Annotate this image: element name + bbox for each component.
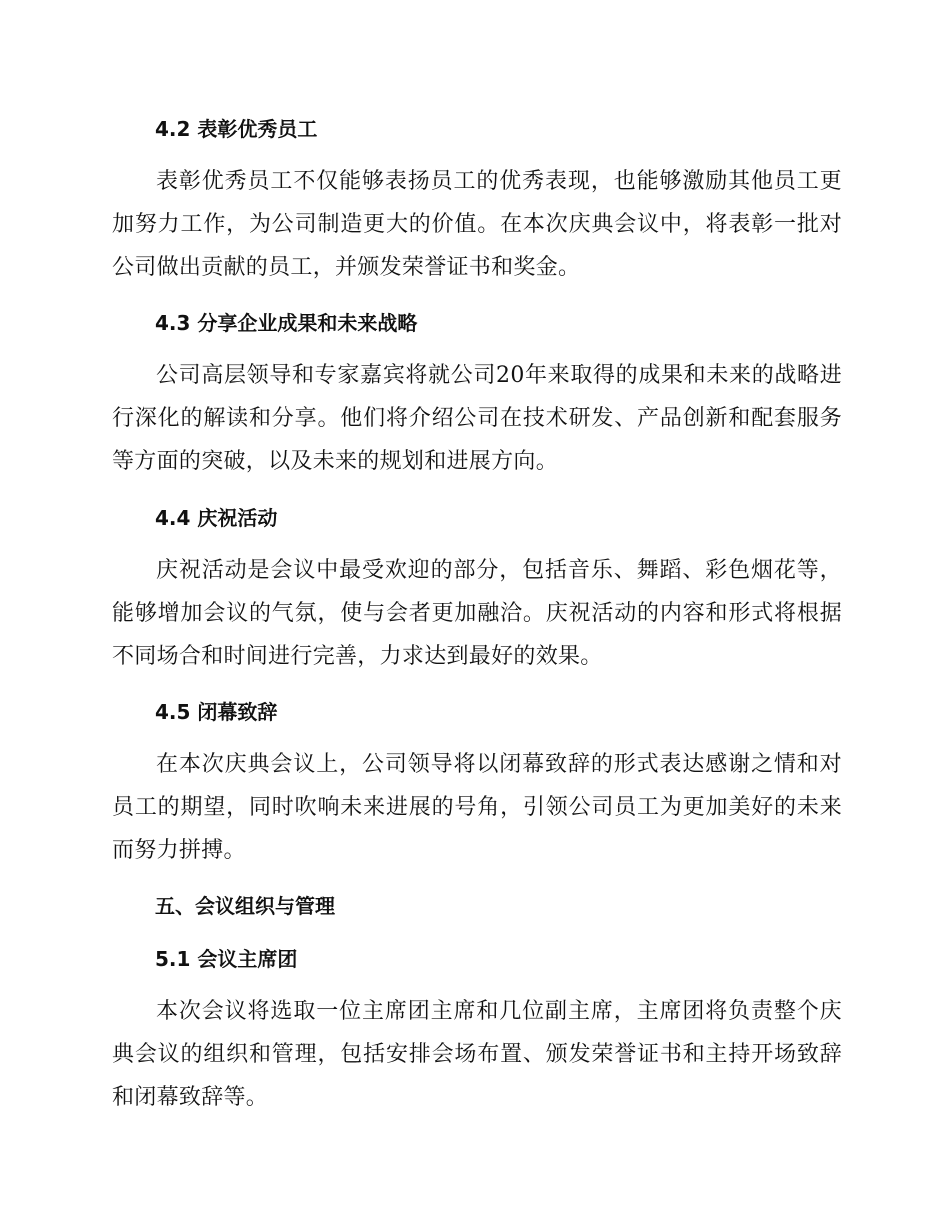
section-paragraph-4-5: 在本次庆典会议上，公司领导将以闭幕致辞的形式表达感谢之情和对员工的期望，同时吹响未来进展的号角，引领公司员工为更加美好的未来而努力拼搏。 bbox=[112, 752, 842, 863]
section-heading-5-1: 5.1 会议主席团 bbox=[155, 947, 298, 971]
section-paragraph-4-4: 庆祝活动是会议中最受欢迎的部分，包括音乐、舞蹈、彩色烟花等，能够增加会议的气氛，使与会者更加融洽。庆祝活动的内容和形式将根据不同场合和时间进行完善，力求达到最好的效果。 bbox=[112, 558, 842, 669]
section-paragraph-4-3: 公司高层领导和专家嘉宾将就公司20年来取得的成果和未来的战略进行深化的解读和分享。他们将介绍公司在技术研发、产品创新和配套服务等方面的突破，以及未来的规划和进展方向。 bbox=[112, 363, 842, 474]
section-heading-4-3: 4.3 分享企业成果和未来战略 bbox=[155, 311, 418, 335]
section-heading-4-2: 4.2 表彰优秀员工 bbox=[155, 117, 318, 141]
section-heading-4-4: 4.4 庆祝活动 bbox=[155, 506, 278, 530]
chapter-heading-5: 五、会议组织与管理 bbox=[155, 894, 335, 918]
section-paragraph-5-1: 本次会议将选取一位主席团主席和几位副主席，主席团将负责整个庆典会议的组织和管理，包括安排会场布置、颁发荣誉证书和主持开场致辞和闭幕致辞等。 bbox=[112, 999, 842, 1110]
section-heading-4-5: 4.5 闭幕致辞 bbox=[155, 700, 278, 724]
section-paragraph-4-2: 表彰优秀员工不仅能够表扬员工的优秀表现，也能够激励其他员工更加努力工作，为公司制造更大的价值。在本次庆典会议中，将表彰一批对公司做出贡献的员工，并颁发荣誉证书和奖金。 bbox=[112, 169, 842, 280]
